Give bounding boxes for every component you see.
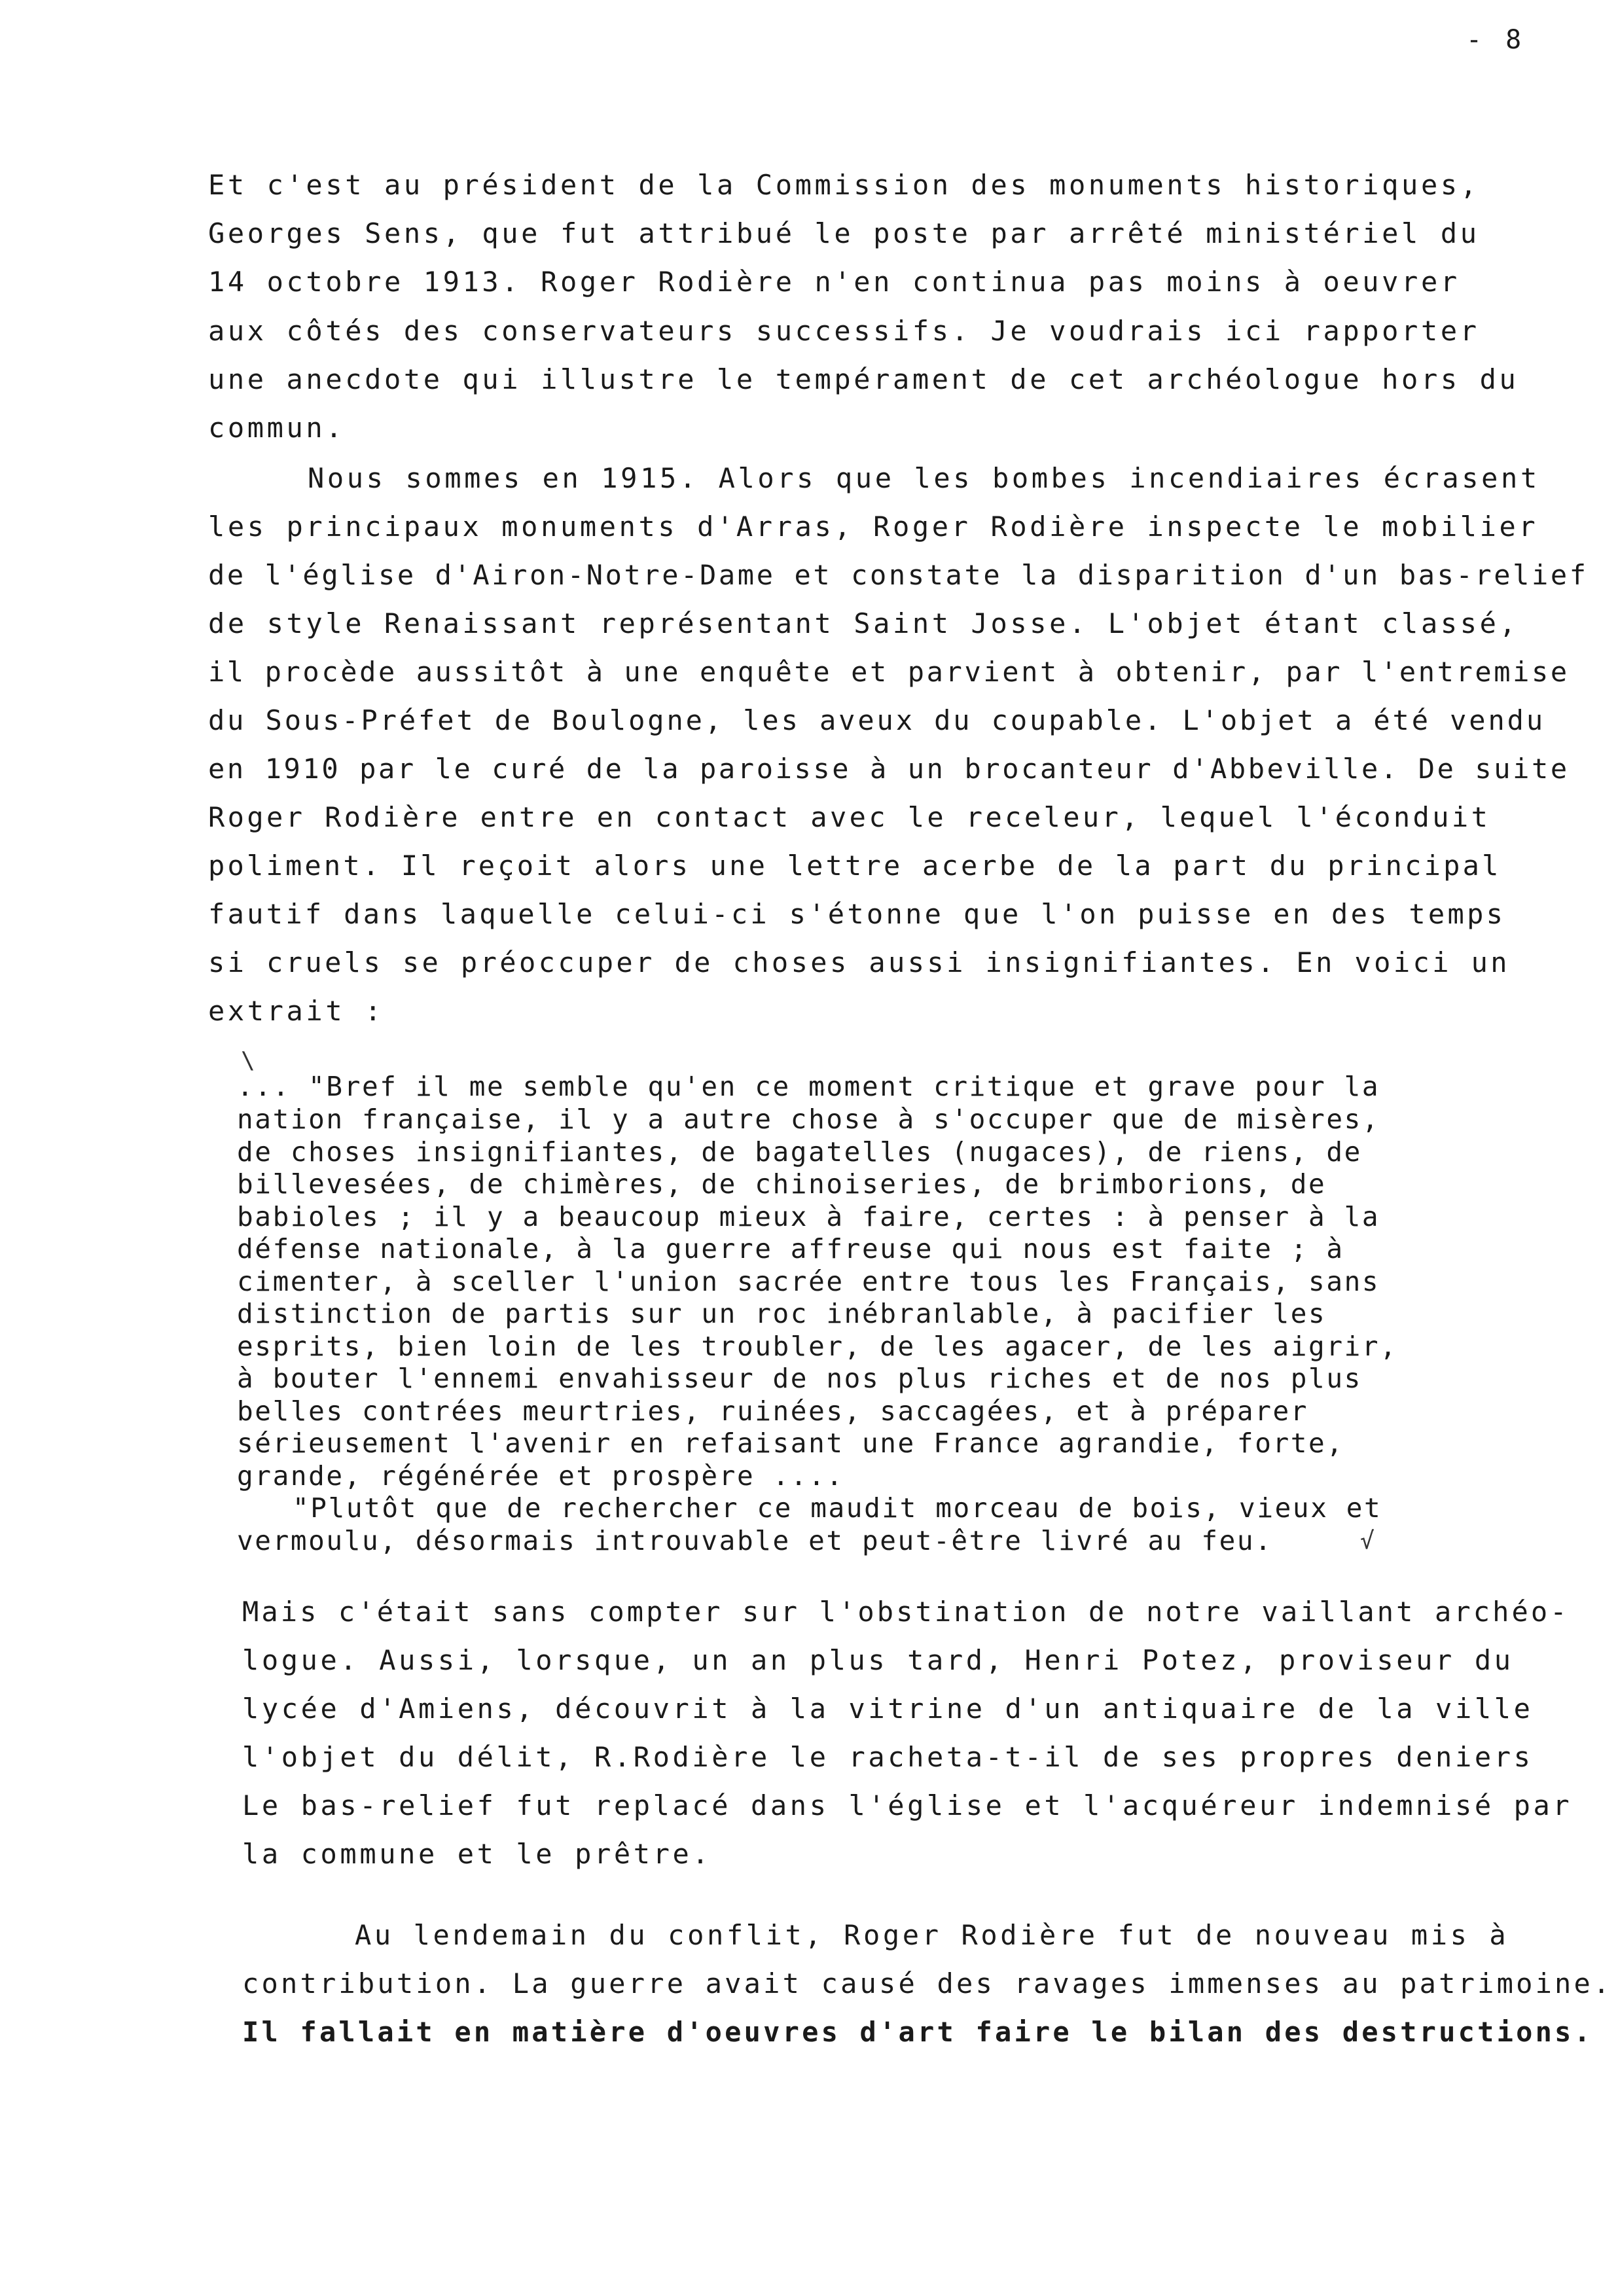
text-line: logue. Aussi, lorsque, un an plus tard, Henri Potez, proviseur du — [242, 1644, 1514, 1676]
quote-line: esprits, bien loin de les troubler, de les agacer, de les aigrir, — [237, 1331, 1398, 1362]
quote-line: vermoulu, désormais introuvable et peut-être livré au feu. — [237, 1525, 1273, 1556]
quote-line: grande, régénérée et prospère .... — [237, 1460, 844, 1492]
quote-line: billevesées, de chimères, de chinoiseries, de brimborions, de — [237, 1168, 1327, 1200]
annotation-mark: \ — [241, 1047, 255, 1074]
text-line: Roger Rodière entre en contact avec le receleur, lequel l'éconduit — [208, 801, 1491, 833]
text-line: une anecdote qui illustre le tempérament de cet archéologue hors du — [208, 363, 1519, 395]
text-line: commun. — [208, 412, 346, 444]
text-line: Et c'est au président de la Commission des monuments historiques, — [208, 169, 1480, 201]
text-line: si cruels se préoccuper de choses aussi insignifiantes. En voici un — [208, 946, 1510, 978]
quote-line: à bouter l'ennemi envahisseur de nos plus riches et de nos plus — [237, 1363, 1362, 1394]
text-line: fautif dans laquelle celui-ci s'étonne que l'on puisse en des temps — [208, 898, 1506, 930]
quote-line: de choses insignifiantes, de bagatelles (nugaces), de riens, de — [237, 1136, 1362, 1168]
quote-line: sérieusement l'avenir en refaisant une France agrandie, forte, — [237, 1427, 1344, 1459]
quote-line: ... "Bref il me semble qu'en ce moment critique et grave pour la — [237, 1071, 1380, 1102]
quote-line: "Plutôt que de rechercher ce maudit morceau de bois, vieux et — [293, 1492, 1382, 1524]
text-line: l'objet du délit, R.Rodière le racheta-t-il de ses propres deniers — [242, 1741, 1534, 1773]
text-line: Nous sommes en 1915. Alors que les bombes incendiaires écrasent — [308, 462, 1540, 494]
text-line: en 1910 par le curé de la paroisse à un brocanteur d'Abbeville. De suite — [208, 753, 1570, 785]
text-line: 14 octobre 1913. Roger Rodière n'en continua pas moins à oeuvrer — [208, 266, 1460, 298]
quote-line: distinction de partis sur un roc inébranlable, à pacifier les — [237, 1298, 1327, 1329]
text-line: de style Renaissant représentant Saint Josse. L'objet étant classé, — [208, 607, 1519, 639]
text-line: extrait : — [208, 995, 384, 1027]
text-line: de l'église d'Airon-Notre-Dame et constate la disparition d'un bas-relief — [208, 559, 1589, 591]
page-number: - 8 — [1466, 25, 1526, 55]
annotation-mark: √ — [1360, 1528, 1375, 1554]
text-line: contribution. La guerre avait causé des ravages immenses au patrimoine. — [242, 1967, 1613, 2000]
quote-line: belles contrées meurtries, ruinées, saccagées, et à préparer — [237, 1395, 1309, 1427]
text-line: Il fallait en matière d'oeuvres d'art faire le bilan des destructions. — [242, 2016, 1594, 2048]
text-line: Au lendemain du conflit, Roger Rodière fut de nouveau mis à — [355, 1919, 1509, 1951]
quote-line: cimenter, à sceller l'union sacrée entre tous les Français, sans — [237, 1266, 1380, 1297]
quote-line: babioles ; il y a beaucoup mieux à faire, certes : à penser à la — [237, 1201, 1380, 1232]
text-line: du Sous-Préfet de Boulogne, les aveux du coupable. L'objet a été vendu — [208, 704, 1546, 736]
text-line: poliment. Il reçoit alors une lettre acerbe de la part du principal — [208, 850, 1501, 882]
text-line: Mais c'était sans compter sur l'obstination de notre vaillant archéo- — [242, 1596, 1570, 1628]
text-line: il procède aussitôt à une enquête et parvient à obtenir, par l'entremise — [208, 656, 1570, 688]
text-line: aux côtés des conservateurs successifs. Je voudrais ici rapporter — [208, 315, 1480, 347]
text-line: Georges Sens, que fut attribué le poste par arrêté ministériel du — [208, 217, 1480, 249]
quote-line: défense nationale, à la guerre affreuse qui nous est faite ; à — [237, 1233, 1344, 1265]
text-line: Le bas-relief fut replacé dans l'église et l'acquéreur indemnisé par — [242, 1789, 1573, 1821]
text-line: les principaux monuments d'Arras, Roger Rodière inspecte le mobilier — [208, 511, 1539, 543]
text-line: la commune et le prêtre. — [242, 1838, 712, 1870]
quote-line: nation française, il y a autre chose à s'occuper que de misères, — [237, 1103, 1380, 1135]
text-line: lycée d'Amiens, découvrit à la vitrine d'un antiquaire de la ville — [242, 1693, 1534, 1725]
